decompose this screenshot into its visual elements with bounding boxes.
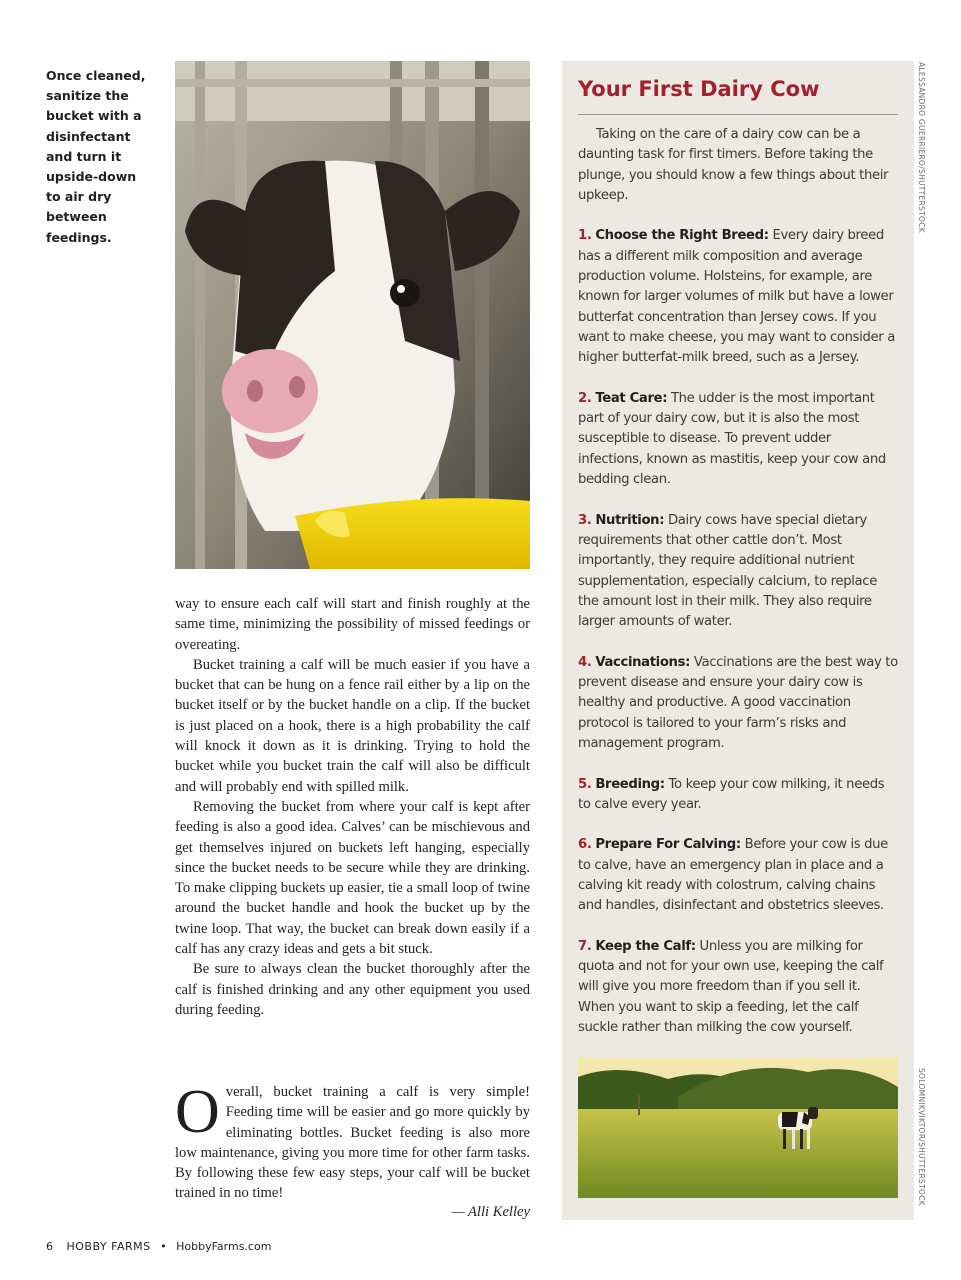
- item-number: 5.: [578, 776, 592, 792]
- sidebar-item: [578, 775, 898, 816]
- sidebar-body: [578, 125, 898, 1140]
- item-text: To keep your cow milking, it needs to calve every year.: [578, 776, 885, 812]
- item-lead: Prepare For Calving:: [595, 837, 741, 853]
- sidebar-item: [578, 653, 898, 754]
- sidebar-divider: [578, 114, 898, 115]
- article-paragraph: way to ensure each calf will start and finish roughly at the same time, minimizing the possibility of missed feedings or overeating.: [175, 596, 530, 653]
- photo-credit-top: ALESSANDRO GUERRIERO/SHUTTERSTOCK: [917, 62, 926, 233]
- item-text: Dairy cows have special dietary requirements that other cattle don’t. Most importantly, they require additional nutrient supplementation, especially calcium, to replace the amount lost in their milk. They also require larger amounts of water.: [578, 512, 877, 630]
- item-lead: Nutrition:: [595, 512, 665, 528]
- item-number: 6.: [578, 837, 592, 853]
- article-paragraph: Bucket training a calf will be much easier if you have a bucket that can be hung on a fence rail either by a lip on the bucket itself or by the bucket handle on a clip. If the bucket is just placed on a hook, there is a high probability the calf will knock it down as it is drinking. Trying to hold the bucket while you bucket train the calf will also be difficult and will probably end with spilled milk.: [175, 656, 530, 795]
- photo-credit-bottom: SOLOMNIKVIKTOR/SHUTTERSTOCK: [917, 1068, 926, 1206]
- calf-photo: [175, 61, 530, 569]
- author-signature: — Alli Kelley: [451, 1204, 530, 1220]
- item-number: 7.: [578, 938, 592, 954]
- item-lead: Vaccinations:: [595, 654, 691, 670]
- item-text: The udder is the most important part of your dairy cow, but it is also the most susceptible to disease. To prevent udder infections, known as mastitis, keep your cow and bedding clean.: [578, 390, 886, 488]
- item-number: 1.: [578, 228, 592, 244]
- sidebar-box: [562, 61, 914, 1220]
- sidebar-item: [578, 389, 898, 490]
- item-text: Before your cow is due to calve, have an emergency plan in place and a calving kit ready with colostrum, calving chains and handles, disinfectant and obstetrics sleeves.: [578, 837, 888, 914]
- article-paragraph: Be sure to always clean the bucket thoroughly after the calf is finished drinking and any other equipment you used during feeding.: [175, 961, 530, 1018]
- footer-separator: •: [160, 1240, 167, 1253]
- pasture-cow-photo: [578, 1057, 898, 1198]
- page-number: 6: [46, 1240, 53, 1253]
- item-text: Every dairy breed has a different milk composition and average production volume. Holsteins, for example, are known for larger volumes of milk but have a lower butterfat concentration than Jersey cows. If you want to make cheese, you may want to consider a higher butterfat-milk breed, such as a Jersey.: [578, 228, 895, 366]
- sidebar-intro: Taking on the care of a dairy cow can be a daunting task for first timers. Before taking the plunge, you should know a few things about their upkeep.: [578, 127, 889, 203]
- item-number: 2.: [578, 390, 592, 406]
- drop-cap: O: [175, 1078, 220, 1146]
- item-text: Vaccinations are the best way to prevent disease and ensure your dairy cow is healthy and productive. A good vaccination protocol is tailored to your farm’s risks and management program.: [578, 654, 898, 751]
- item-text: Unless you are milking for quota and not for your own use, keeping the calf will give you more freedom than if you sell it. When you want to skip a feeding, let the calf suckle rather than milking the cow yourself.: [578, 938, 884, 1036]
- main-article-text: [175, 594, 530, 1020]
- item-lead: Keep the Calf:: [595, 938, 696, 954]
- article-paragraph: Removing the bucket from where your calf is kept after feeding is also a good idea. Calves’ can be mischievous and get themselves injured on buckets left hanging, especially since the bucket needs to be secure while they are drinking. To make clipping buckets up easier, tie a small loop of twine around the bucket handle and hook the bucket up by the twine loop. That way, the bucket can break down easily if a calf has any crazy ideas and gets a bit stuck.: [175, 798, 530, 958]
- page-footer: [46, 1240, 271, 1253]
- closing-text: verall, bucket training a calf is very simple! Feeding time will be easier and go more quickly by eliminating bottles. Bucket feeding is also more low maintenance, giving you more time for other farm tasks. By following these few easy steps, your calf will be bucket trained in no time!: [175, 1084, 530, 1202]
- item-number: 4.: [578, 654, 592, 670]
- item-lead: Choose the Right Breed:: [595, 228, 769, 244]
- item-lead: Teat Care:: [595, 390, 668, 406]
- photo-caption: Once cleaned, sanitize the bucket with a disinfectant and turn it upside-down to air dry between feedings.: [46, 68, 146, 245]
- sidebar-item: [578, 835, 898, 916]
- sidebar-title: Your First Dairy Cow: [578, 77, 820, 101]
- closing-paragraph: [175, 1078, 530, 1204]
- magazine-name: HOBBY FARMS: [66, 1240, 151, 1253]
- sidebar-item: [578, 937, 898, 1038]
- item-lead: Breeding:: [595, 776, 665, 792]
- item-number: 3.: [578, 512, 592, 528]
- sidebar-item: [578, 226, 898, 368]
- sidebar-item: [578, 511, 898, 633]
- magazine-website: HobbyFarms.com: [176, 1240, 272, 1253]
